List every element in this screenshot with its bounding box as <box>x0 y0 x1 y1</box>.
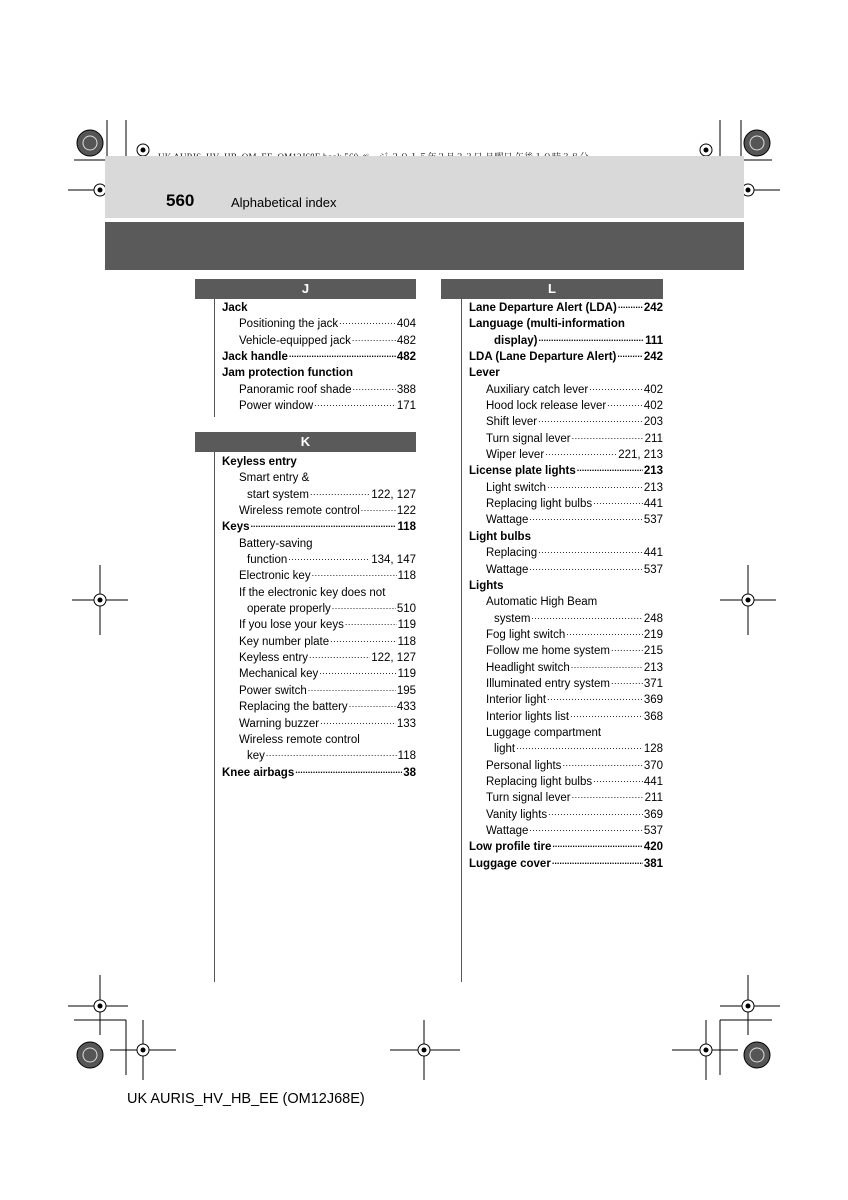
index-entry <box>222 519 416 535</box>
index-entry-term: Wireless remote control <box>239 733 360 746</box>
index-entry-page: 118 <box>397 570 416 583</box>
index-entry-page: 433 <box>396 701 416 714</box>
dot-leader <box>538 330 644 346</box>
index-entry-page: 242 <box>643 351 663 364</box>
index-entry <box>469 300 663 316</box>
index-entry-term: Interior lights list <box>486 710 570 723</box>
index-entry-term: Vehicle-equipped jack <box>239 334 351 347</box>
index-entry-term: Vanity lights <box>486 808 548 821</box>
dot-leader <box>617 346 642 362</box>
index-entry <box>222 349 416 365</box>
index-entry-term: Lever <box>469 367 500 380</box>
index-entry <box>469 856 663 872</box>
index-entry-term: If the electronic key does not <box>239 586 386 599</box>
dot-leader <box>572 428 644 444</box>
index-entry-term: Panoramic roof shade <box>239 383 352 396</box>
index-entry-term: Interior light <box>486 694 547 707</box>
index-entry-page: 441 <box>643 547 663 560</box>
dot-leader <box>529 820 642 836</box>
index-entry-term: Light bulbs <box>469 530 531 543</box>
letter-heading-k: K <box>195 432 416 452</box>
index-entry <box>469 349 663 365</box>
index-entry <box>222 765 416 781</box>
index-entry-page: 402 <box>643 400 663 413</box>
index-entry-page: 537 <box>643 563 663 576</box>
dot-leader <box>320 713 396 729</box>
index-entry-term: Light switch <box>486 481 547 494</box>
index-entry-term: Jack handle <box>222 351 288 364</box>
column-rule <box>461 299 462 982</box>
index-entry-page: 388 <box>396 383 416 396</box>
index-entry-term: Electronic key <box>239 570 311 583</box>
index-entry-page: 482 <box>396 351 416 364</box>
index-entry-page: 369 <box>643 808 663 821</box>
index-entry-term: Power switch <box>239 684 307 697</box>
index-entry-term: Auxiliary catch lever <box>486 383 589 396</box>
dot-leader <box>593 771 643 787</box>
dot-leader <box>552 836 642 852</box>
dot-leader <box>545 444 617 460</box>
index-entry-term: Luggage cover <box>469 857 551 870</box>
index-entry-term: Positioning the jack <box>239 318 339 331</box>
dot-leader <box>571 657 643 673</box>
index-entry-term: Replacing light bulbs <box>486 775 593 788</box>
dot-leader <box>310 484 370 500</box>
dot-leader <box>611 640 643 656</box>
index-entry <box>222 716 416 732</box>
index-entry-term: Replacing light bulbs <box>486 498 593 511</box>
index-entry-term: Wattage <box>486 563 529 576</box>
dot-leader <box>572 787 644 803</box>
index-entry-page: 118 <box>397 521 416 534</box>
dot-leader <box>266 745 397 761</box>
dot-leader <box>566 624 643 640</box>
dot-leader <box>319 663 396 679</box>
index-entry-term: light <box>494 743 516 756</box>
dot-leader <box>538 542 643 558</box>
dot-leader <box>547 477 643 493</box>
dot-leader <box>570 706 643 722</box>
letter-heading-j: J <box>195 279 416 299</box>
index-entry-page: 371 <box>643 677 663 690</box>
index-entry-page: 213 <box>643 661 663 674</box>
index-entry-term: Shift lever <box>486 416 538 429</box>
index-entry <box>222 568 416 584</box>
dot-leader <box>529 559 642 575</box>
index-entry-term: Lane Departure Alert (LDA) <box>469 302 617 314</box>
index-entry-term: system <box>494 612 531 625</box>
index-entry-term: Replacing <box>486 547 538 560</box>
index-entry-term: start system <box>247 488 309 501</box>
index-entry-page: 215 <box>643 645 663 658</box>
index-entry-page: 122, 127 <box>371 488 416 501</box>
index-entry-term: LDA (Lane Departure Alert) <box>469 351 617 364</box>
index-entry-term: Wireless remote control <box>239 505 360 518</box>
index-entry-term: Wiper lever <box>486 449 545 462</box>
index-entry-page: 369 <box>643 694 663 707</box>
dot-leader <box>308 680 396 696</box>
index-entry-page: 118 <box>397 750 416 763</box>
index-entry-page: 537 <box>643 514 663 527</box>
dot-leader <box>589 379 643 395</box>
index-entry-page: 171 <box>396 400 416 413</box>
index-entry-page: 119 <box>397 668 416 681</box>
index-entry-term: Knee airbags <box>222 766 295 779</box>
index-entry-page: 211 <box>644 792 663 805</box>
dot-leader <box>607 395 643 411</box>
index-entry-term: Illuminated entry system <box>486 677 610 690</box>
header-band <box>105 156 744 218</box>
index-entry-term: Lights <box>469 579 504 592</box>
dot-leader <box>548 804 643 820</box>
index-entry-page: 122, 127 <box>371 652 416 665</box>
index-entry-term: Wattage <box>486 514 529 527</box>
dot-leader <box>251 516 397 532</box>
index-entry-page: 122 <box>396 505 416 518</box>
index-entry-term: Automatic High Beam <box>486 596 598 609</box>
index-entry-term: Headlight switch <box>486 661 570 674</box>
index-entry-page: 510 <box>396 603 416 616</box>
index-entry-page: 221, 213 <box>618 449 663 462</box>
dot-leader <box>538 411 643 427</box>
dot-leader <box>516 738 643 754</box>
index-entry-page: 441 <box>643 498 663 511</box>
index-entry-term: Keys <box>222 521 250 534</box>
dot-leader <box>361 500 396 516</box>
index-entry <box>469 578 663 594</box>
dot-leader <box>312 565 397 581</box>
dot-leader <box>353 379 396 395</box>
dot-leader <box>611 673 643 689</box>
index-entry-page: 402 <box>643 383 663 396</box>
index-entry <box>222 398 416 414</box>
index-entry-page: 381 <box>643 857 663 870</box>
index-entry <box>469 512 663 528</box>
index-entry <box>222 454 416 470</box>
index-entry-page: 118 <box>397 635 416 648</box>
dot-leader <box>295 762 402 778</box>
dot-leader <box>289 346 396 362</box>
index-entry-term: Turn signal lever <box>486 432 571 445</box>
index-list-j <box>222 300 416 414</box>
index-entry-page: 119 <box>397 619 416 632</box>
index-entry <box>469 562 663 578</box>
dot-leader <box>345 614 397 630</box>
column-rule <box>214 452 215 982</box>
index-entry-term: Mechanical key <box>239 668 319 681</box>
index-entry-term: Jack <box>222 302 248 314</box>
index-entry <box>469 709 663 725</box>
dot-leader <box>593 493 643 509</box>
index-entry-term: Turn signal lever <box>486 792 571 805</box>
index-entry-term: key <box>247 750 265 763</box>
index-entry-page: 203 <box>643 416 663 429</box>
dot-leader <box>314 395 396 411</box>
index-entry-term: Hood lock release lever <box>486 400 607 413</box>
index-entry-page: 128 <box>643 743 663 756</box>
index-entry-term: Fog light switch <box>486 628 566 641</box>
index-entry-page: 370 <box>643 759 663 772</box>
dot-leader <box>309 647 370 663</box>
header-dark-band <box>105 222 744 270</box>
index-entry-term: License plate lights <box>469 465 576 478</box>
index-entry-page: 211 <box>644 432 663 445</box>
dot-leader <box>332 598 396 614</box>
index-entry-page: 537 <box>643 825 663 837</box>
dot-leader <box>339 313 396 329</box>
dot-leader <box>618 297 643 313</box>
dot-leader <box>577 460 643 476</box>
letter-heading-l: L <box>441 279 663 299</box>
index-entry-term: Wattage <box>486 825 529 837</box>
dot-leader <box>552 853 643 869</box>
index-entry-page: 368 <box>643 710 663 723</box>
index-entry-term: Smart entry & <box>239 472 310 485</box>
index-entry-term: operate properly <box>247 603 331 616</box>
index-entry-page: 482 <box>396 334 416 347</box>
footer-model-code: UK AURIS_HV_HB_EE (OM12J68E) <box>127 1091 365 1107</box>
index-entry-term: display) <box>494 334 538 347</box>
page-number: 560 <box>166 191 195 210</box>
index-entry-term: Key number plate <box>239 635 330 648</box>
dot-leader <box>562 755 642 771</box>
index-entry-term: Battery-saving <box>239 537 313 550</box>
index-entry-page: 213 <box>643 481 663 494</box>
dot-leader <box>547 689 643 705</box>
index-entry-page: 420 <box>643 841 663 854</box>
index-entry-term: Warning buzzer <box>239 717 320 730</box>
index-entry-term: Personal lights <box>486 759 562 772</box>
index-entry-page: 111 <box>645 334 663 347</box>
section-title: Alphabetical index <box>231 195 337 210</box>
index-entry-page: 195 <box>396 684 416 697</box>
index-entry-page: 441 <box>643 775 663 788</box>
index-entry-term: Luggage compartment <box>486 726 602 739</box>
index-entry-page: 219 <box>643 628 663 641</box>
index-entry-page: 133 <box>396 717 416 730</box>
dot-leader <box>330 631 397 647</box>
index-entry-page: 134, 147 <box>371 554 416 567</box>
index-entry-term: Keyless entry <box>222 456 297 468</box>
index-entry-term: function <box>247 554 288 567</box>
index-entry-term: Keyless entry <box>239 652 309 665</box>
index-entry-term: Replacing the battery <box>239 701 348 714</box>
dot-leader <box>349 696 396 712</box>
index-entry-term: Low profile tire <box>469 841 552 854</box>
column-rule <box>214 299 215 417</box>
index-entry-term: Jam protection function <box>222 367 353 380</box>
index-entry-term: Power window <box>239 400 314 413</box>
index-entry-page: 38 <box>403 766 416 779</box>
index-entry-term: If you lose your keys <box>239 619 344 632</box>
index-entry-term: Follow me home system <box>486 645 610 658</box>
index-entry-page: 248 <box>643 612 663 625</box>
index-entry-page: 404 <box>396 318 416 331</box>
index-list-l <box>469 300 663 872</box>
index-list-k <box>222 454 416 781</box>
dot-leader <box>531 608 642 624</box>
index-entry-term: Language (multi-information <box>469 318 625 331</box>
dot-leader <box>529 509 642 525</box>
index-entry-page: 242 <box>643 302 663 314</box>
index-entry-page: 213 <box>643 465 663 478</box>
dot-leader <box>288 549 370 565</box>
dot-leader <box>352 330 396 346</box>
